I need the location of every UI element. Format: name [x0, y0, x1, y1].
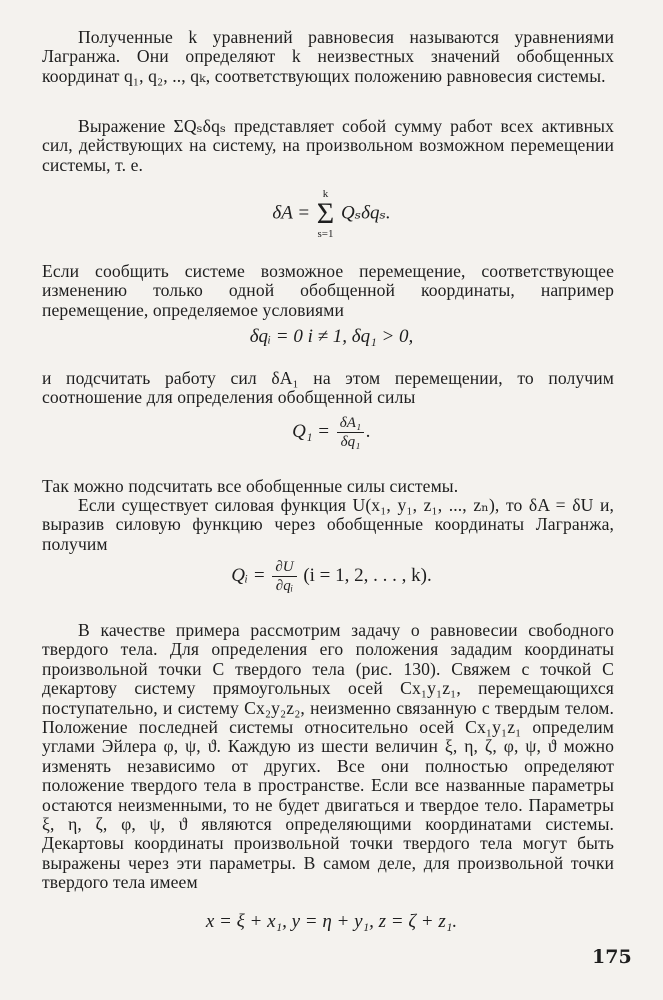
- paragraph-rigid-body-example: В качестве примера рассмотрим задачу о равновесии свободного твердого тела. Для определения его положения зададим координаты произвольной точки C твердого тела (рис. 130). Свяжем с точкой C декартову систему прямоугольных осей Cx₁y₁z₁, перемещающихся поступательно, и систему Cx₂y₂z₂, неизменно связанную с твердым телом. Положение последней системы относительно осей Cx₁y₁z₁ определим углами Эйлера φ, ψ, ϑ. Каждую из шести величин ξ, η, ζ, φ, ψ, ϑ можно изменять независимо от других. Все они полностью определяют положение твердого тела в пространстве. Если все названные параметры остаются неизменными, то не будет двигаться и твердое тело. Параметры ξ, η, ζ, φ, ψ, ϑ являются определяющими координатами системы. Декартовы координаты произвольной точки твердого тела могут быть выражены через эти параметры. В самом деле, для произвольной точки твердого тела имеем: [42, 620, 614, 893]
- partial-numerator: ∂U: [272, 558, 296, 577]
- eq3-tail: .: [366, 420, 371, 442]
- fraction-partial-derivative: [272, 558, 296, 595]
- equation-displacement-conditions: δqᵢ = 0 i ≠ 1, δq₁ > 0,: [249, 326, 414, 347]
- eq1-lhs: δA =: [272, 202, 311, 224]
- equation-point-coordinates: x = ξ + x₁, y = η + y₁, z = ζ + z₁.: [205, 911, 458, 932]
- page-number: 175: [592, 946, 632, 968]
- fraction-denominator: δq₁: [340, 434, 361, 450]
- eq4-index-range: (i = 1, 2, . . . , k).: [303, 564, 432, 586]
- equation-force-from-potential: [0, 558, 663, 595]
- eq1-rhs: Qₛδqₛ.: [341, 202, 391, 224]
- sum-lower-limit: s=1: [317, 228, 334, 240]
- partial-denominator: ∂qᵢ: [275, 578, 294, 594]
- paragraph-all-forces: Так можно подсчитать все обобщенные силы системы.: [42, 476, 459, 496]
- equation-virtual-work-sum: [0, 188, 663, 240]
- paragraph-single-displacement: Если сообщить системе возможное перемещение, соответствующее изменению только одной обобщенной координаты, например перемещение, определяемое условиями: [42, 261, 614, 320]
- equation-generalized-force: [0, 414, 663, 451]
- fraction-numerator: δA₁: [337, 414, 364, 433]
- eq3-lhs: Q₁ =: [292, 420, 331, 442]
- fraction-work-over-displacement: [337, 414, 364, 451]
- summation-sign: [317, 188, 334, 240]
- sum-upper-limit: k: [322, 188, 329, 200]
- eq4-lhs: Qᵢ =: [231, 564, 266, 586]
- paragraph-lagrange-equations: Полученные k уравнений равновесия называются уравнениями Лагранжа. Они определяют k неизвестных значений обобщенных координат q₁, q₂, .., qₖ, соответствующих положению равновесия системы.: [42, 27, 614, 86]
- paragraph-force-function: Если существует силовая функция U(x₁, y₁, z₁, ..., zₙ), то δA = δU и, выразив силовую функцию через обобщенные координаты Лагранжа, получим: [42, 495, 614, 554]
- paragraph-generalized-force: и подсчитать работу сил δA₁ на этом перемещении, то получим соотношение для определения обобщенной силы: [42, 368, 614, 408]
- sigma-symbol: Σ: [316, 197, 335, 230]
- paragraph-virtual-work: Выражение ΣQₛδqₛ представляет собой сумму работ всех активных сил, действующих на систему, на произвольном возможном перемещении системы, т. е.: [42, 116, 614, 175]
